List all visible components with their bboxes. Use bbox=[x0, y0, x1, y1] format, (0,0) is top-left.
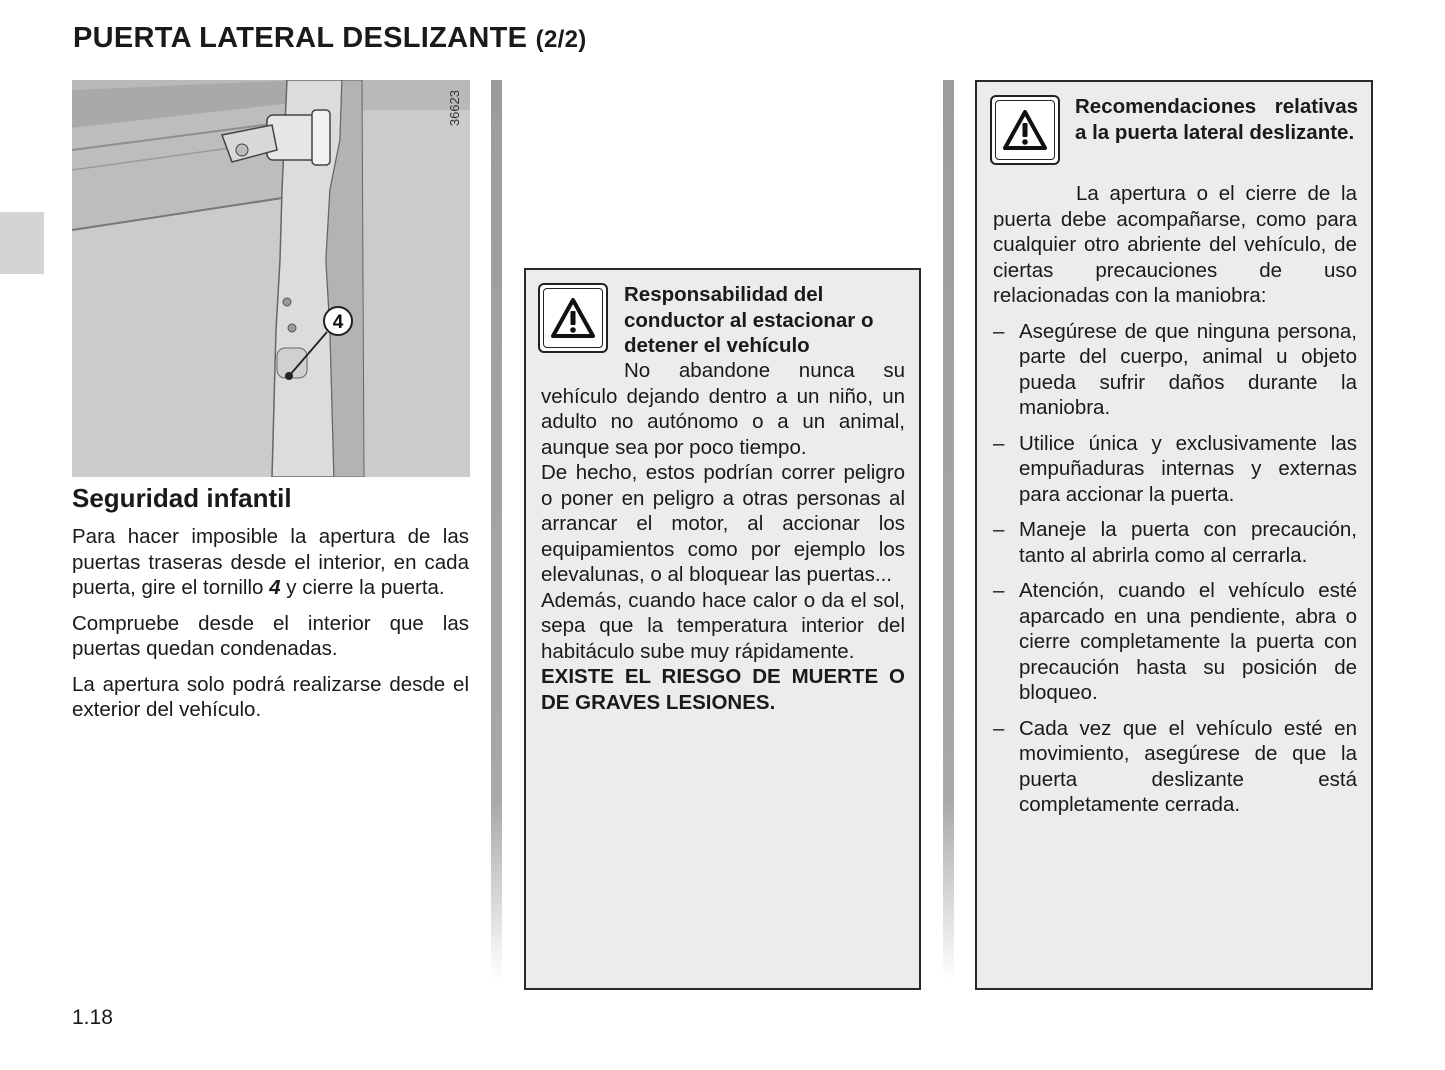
recommendation-item bbox=[993, 319, 1357, 421]
section-heading: Seguridad infantil bbox=[72, 483, 292, 513]
paragraph1-text-start: Para hacer imposible la apertura de las puertas traseras desde el interior, en cada puerta, gire el tornillo bbox=[72, 525, 469, 599]
driver-warning-paragraph-1: No abandone nunca su vehículo dejando dentro a un niño, un adulto no autónomo o a un animal, aunque sea por poco tiempo. bbox=[541, 359, 905, 459]
page-title bbox=[73, 22, 587, 55]
child-safety-paragraph-2: Compruebe desde el interior que las puertas quedan condenadas. bbox=[72, 611, 469, 660]
list-dash: – bbox=[993, 431, 1005, 455]
recommendation-text: Asegúrese de que ninguna persona, parte del cuerpo, animal u objeto pueda sufrir daños durante la maniobra. bbox=[1019, 319, 1357, 419]
child-safety-paragraph-1 bbox=[72, 524, 469, 601]
recommendations-intro bbox=[993, 181, 1357, 828]
page-title-part: (2/2) bbox=[535, 26, 587, 53]
callout-label: 4 bbox=[332, 312, 344, 333]
warning-triangle-icon bbox=[538, 283, 608, 353]
recommendations-title: Recomendaciones relativas a la puerta lateral deslizante. bbox=[1075, 95, 1358, 144]
figure-reference-number: 36623 bbox=[447, 90, 462, 127]
driver-responsibility-warning-box bbox=[524, 268, 921, 990]
screw-reference: 4 bbox=[269, 576, 281, 599]
list-dash: – bbox=[993, 518, 1005, 541]
driver-warning-body bbox=[541, 358, 905, 715]
recommendation-item bbox=[993, 578, 1357, 706]
left-body-text bbox=[72, 524, 469, 733]
chapter-side-tab bbox=[0, 212, 44, 274]
paragraph1-text-end: y cierre la puerta. bbox=[280, 576, 445, 599]
recommendation-text: Utilice única y exclusivamente las empuñaduras internas y externas para accionar la puerta. bbox=[1019, 431, 1357, 506]
child-safety-paragraph-3: La apertura solo podrá realizarse desde el exterior del vehículo. bbox=[72, 672, 469, 721]
page-title-text: PUERTA LATERAL DESLIZANTE bbox=[73, 22, 528, 54]
column-divider-right bbox=[943, 80, 954, 980]
driver-warning-paragraph-3: Además, cuando hace calor o da el sol, sepa que la temperatura interior del habitáculo sube muy rápidamente. bbox=[541, 588, 905, 663]
column-divider-left bbox=[491, 80, 502, 980]
door-lock-illustration bbox=[72, 80, 470, 477]
recommendation-text: Atención, cuando el vehículo esté aparcado en una pendiente, abra o cierre completamente la puerta con precaución hasta su posición de bloqueo. bbox=[1019, 579, 1357, 704]
driver-warning-emphasis: EXISTE EL RIESGO DE MUERTE O DE GRAVES LESIONES. bbox=[541, 665, 905, 714]
recommendations-list bbox=[993, 319, 1357, 818]
recommendations-intro-text: La apertura o el cierre de la puerta debe acompañarse, como para cualquier otro abriente del vehículo, de ciertas precauciones de uso relacionadas con la maniobra: bbox=[993, 182, 1357, 307]
recommendation-text: Maneje la puerta con precaución, tanto al abrirla como al cerrarla. bbox=[1019, 518, 1357, 567]
sliding-door-recommendations-box bbox=[975, 80, 1373, 990]
recommendation-text: Cada vez que el vehículo esté en movimiento, asegúrese de que la puerta deslizante está completamente cerrada. bbox=[1019, 716, 1357, 816]
driver-warning-title: Responsabilidad del conductor al estacionar o detener el vehículo bbox=[624, 283, 874, 357]
driver-warning-paragraph-2: De hecho, estos podrían correr peligro o poner en peligro a otras personas al arrancar el motor, al accionar los equipamientos como por ejemplo los elevalunas, o al bloquear las puertas... bbox=[541, 461, 905, 586]
recommendation-item bbox=[993, 716, 1357, 818]
recommendation-item bbox=[993, 517, 1357, 568]
warning-triangle-icon bbox=[990, 95, 1060, 165]
page-number: 1.18 bbox=[72, 1006, 113, 1029]
list-dash: – bbox=[993, 319, 1005, 343]
list-dash: – bbox=[993, 716, 1005, 740]
door-illustration-drawing bbox=[72, 80, 470, 477]
list-dash: – bbox=[993, 579, 1005, 602]
recommendation-item bbox=[993, 431, 1357, 508]
